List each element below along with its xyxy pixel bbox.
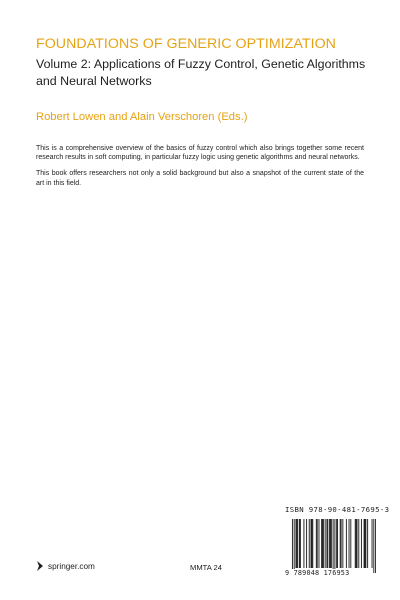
barcode-digits: 9 789048 176953	[285, 569, 350, 577]
barcode-bar	[297, 519, 298, 568]
barcode-bar	[349, 519, 350, 568]
barcode-bar	[327, 519, 328, 568]
barcode	[284, 519, 376, 573]
barcode-bar	[336, 519, 337, 568]
barcode-bar	[342, 519, 343, 568]
publisher-url: springer.com	[48, 561, 95, 571]
barcode-bar	[296, 519, 297, 568]
springer-arrow-icon	[36, 561, 44, 571]
barcode-bar	[294, 519, 295, 573]
publisher	[36, 561, 95, 571]
blurb-paragraph: This book offers researchers not only a solid background but also a snapshot of the current state of the art in this field.	[36, 170, 364, 187]
title-block	[36, 36, 376, 90]
barcode-bar	[317, 519, 318, 568]
volume-title: Volume 2: Applications of Fuzzy Control, Genetic Algorithms and Neural Networks	[36, 57, 366, 88]
barcode-bar	[355, 519, 356, 568]
editors: Robert Lowen and Alain Verschoren (Eds.)	[36, 111, 248, 123]
barcode-bar	[311, 519, 312, 568]
barcode-bar	[341, 519, 342, 568]
blurb-paragraph: This is a comprehensive overview of the basics of fuzzy control which also brings together some recent research results in soft computing, in particular fuzzy logic using genetic algorithms and neural networks.	[36, 145, 364, 162]
barcode-bar	[356, 519, 357, 568]
blurb	[36, 144, 364, 195]
barcode-bar	[364, 519, 365, 568]
barcode-bar	[331, 519, 332, 568]
isbn-text: ISBN 978-90-481-7695-3	[285, 505, 390, 514]
barcode-bar	[346, 519, 347, 568]
barcode-bar	[299, 519, 300, 568]
barcode-bar	[340, 519, 341, 568]
barcode-bar	[350, 519, 351, 568]
barcode-bar	[309, 519, 310, 568]
barcode-bar	[306, 519, 307, 568]
barcode-bar	[300, 519, 301, 568]
barcode-bar	[326, 519, 327, 568]
barcode-bar	[292, 519, 293, 573]
barcode-bar	[322, 519, 323, 568]
barcode-bar	[319, 519, 320, 568]
barcode-bar	[372, 519, 373, 568]
barcode-bar	[325, 519, 326, 568]
barcode-bar	[365, 519, 366, 568]
barcode-bar	[321, 519, 322, 568]
barcode-bar	[316, 519, 317, 568]
barcode-bar	[375, 519, 376, 573]
barcode-bar	[323, 519, 324, 568]
barcode-bar	[330, 519, 331, 568]
barcode-bar	[367, 519, 368, 568]
barcode-bar	[296, 519, 297, 568]
barcode-bar	[333, 519, 334, 573]
barcode-bar	[365, 519, 366, 568]
barcode-bar	[337, 519, 338, 568]
barcode-bar	[303, 519, 304, 568]
barcode-bar	[312, 519, 313, 568]
barcode-bar	[358, 519, 359, 568]
barcode-bar	[361, 519, 362, 568]
series-code: MMTA 24	[190, 563, 222, 572]
barcode-bar	[311, 519, 312, 568]
barcode-bar	[373, 519, 374, 573]
barcode-bar	[329, 519, 330, 568]
series-title: FOUNDATIONS OF GENERIC OPTIMIZATION	[36, 36, 336, 52]
barcode-bar	[334, 519, 335, 573]
barcode-bar	[357, 519, 358, 568]
